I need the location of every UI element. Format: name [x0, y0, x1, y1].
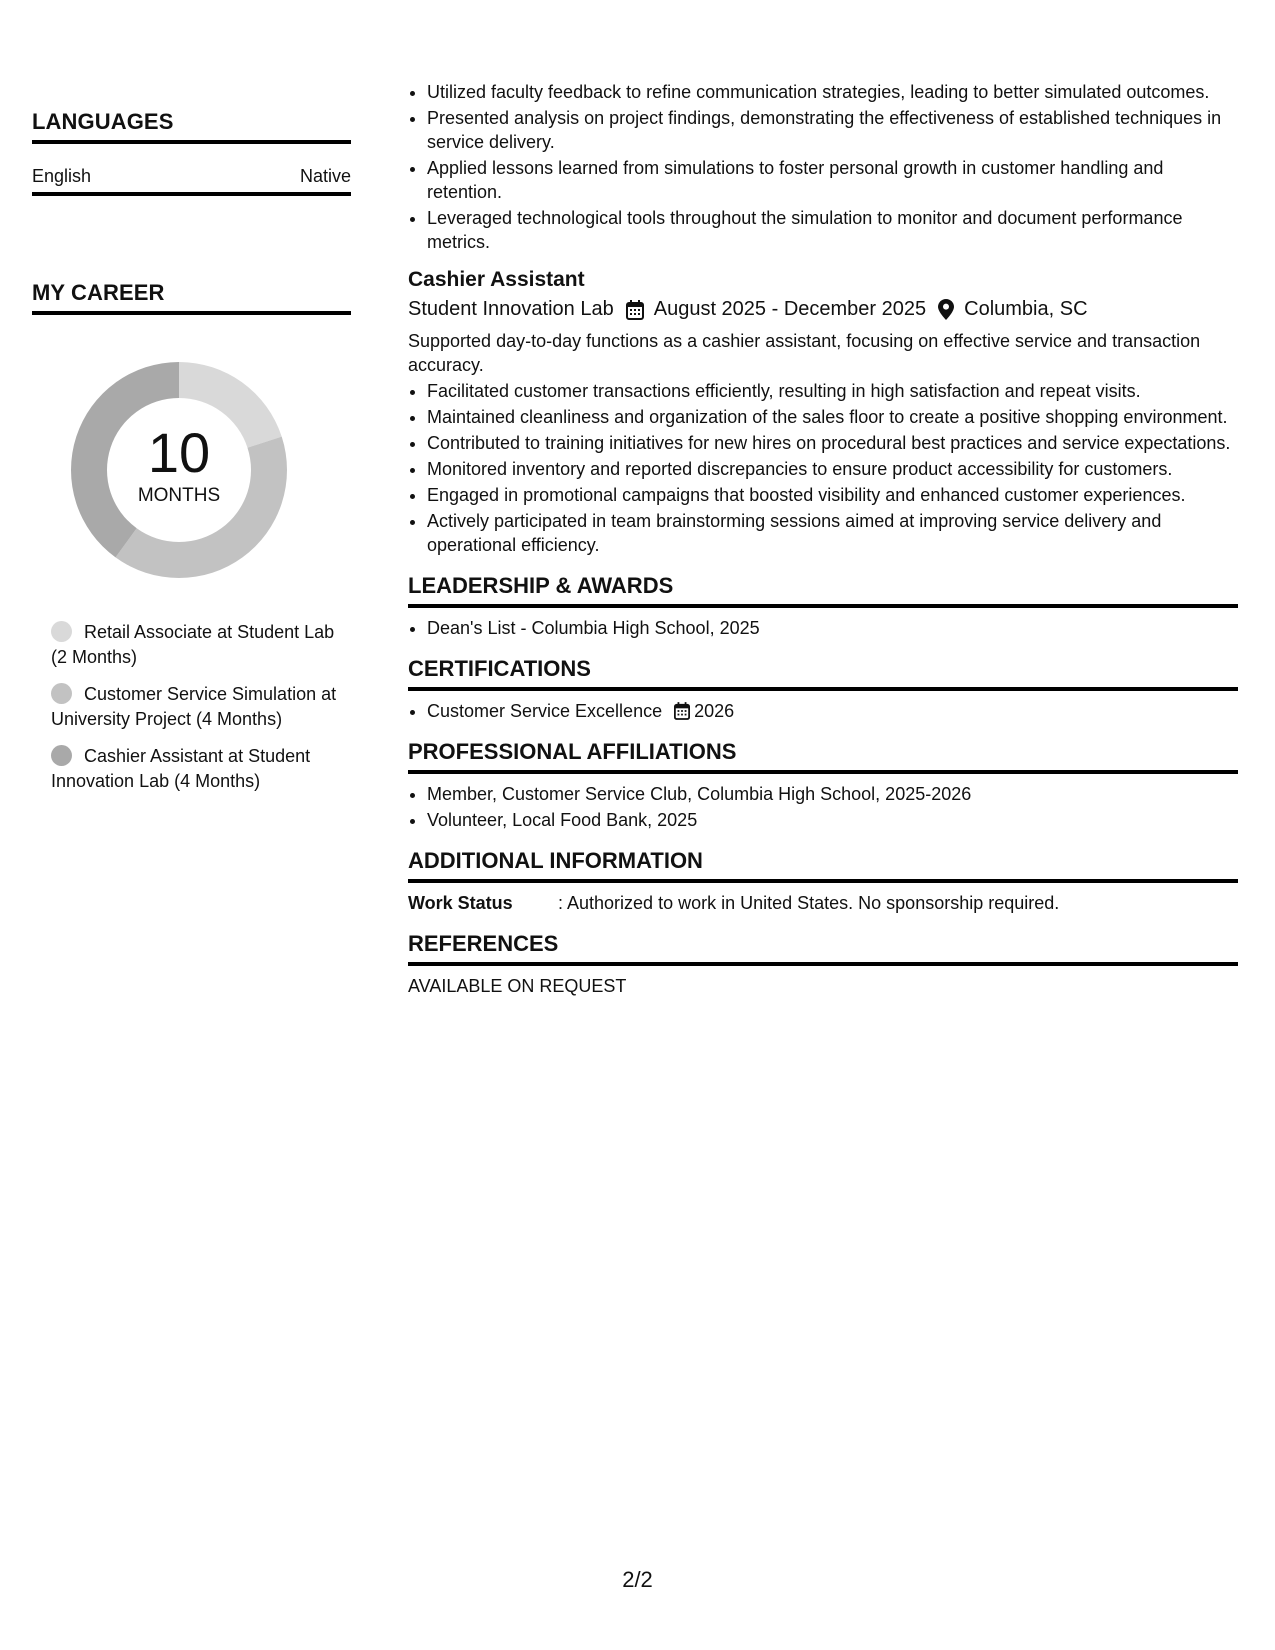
list-item: • Volunteer, Local Food Bank, 2025: [427, 808, 1238, 832]
affiliations-list: [408, 782, 1238, 832]
career-legend-label: Customer Service Simulation at University Project (4 Months): [51, 684, 337, 729]
leadership-heading: LEADERSHIP & AWARDS: [408, 573, 1238, 608]
certification-year: 2026: [694, 701, 735, 721]
certifications-list: [408, 699, 1238, 723]
list-item: • Actively participated in team brainstorming sessions aimed at improving service delivery and operational efficiency.: [427, 509, 1238, 557]
language-name: English: [32, 166, 92, 186]
career-legend-item: [51, 744, 341, 794]
career-legend-label: Retail Associate at Student Lab (2 Months): [51, 622, 335, 667]
legend-dot: [51, 621, 72, 642]
list-item: • Utilized faculty feedback to refine communication strategies, leading to better simulated outcomes.: [427, 80, 1238, 104]
leadership-list: [408, 616, 1238, 640]
career-legend-item: [51, 620, 341, 670]
calendar-icon: [626, 300, 644, 320]
work-status-row: [408, 891, 1238, 915]
job-description: Supported day-to-day functions as a cashier assistant, focusing on effective service and transaction accuracy.: [408, 331, 1201, 375]
list-item: • Member, Customer Service Club, Columbia High School, 2025-2026: [427, 782, 1238, 806]
references-text: AVAILABLE ON REQUEST: [408, 976, 627, 996]
career-legend: [51, 620, 341, 806]
job-bullets: [408, 379, 1238, 557]
list-item: • Facilitated customer transactions efficiently, resulting in high satisfaction and repeat visits.: [427, 379, 1238, 403]
work-status-label: Work Status: [408, 893, 513, 913]
list-item: • Maintained cleanliness and organization of the sales floor to create a positive shopping environment.: [427, 405, 1238, 429]
job-meta: [408, 298, 1238, 321]
references-heading: REFERENCES: [408, 931, 1238, 966]
languages-heading: LANGUAGES: [32, 109, 351, 144]
previous-job-bullets: [408, 80, 1238, 254]
career-legend-item: [51, 682, 341, 732]
job-company: Student Innovation Lab: [408, 298, 614, 320]
page-number: 2/2: [622, 1567, 653, 1592]
list-item: [427, 699, 1238, 723]
list-item: • Contributed to training initiatives for new hires on procedural best practices and service expectations.: [427, 431, 1238, 455]
right-column: [408, 80, 1238, 998]
career-heading: MY CAREER: [32, 280, 351, 315]
job-title: Cashier Assistant: [408, 268, 585, 291]
career-legend-label: Cashier Assistant at Student Innovation Lab (4 Months): [51, 746, 311, 791]
job-dates: August 2025 - December 2025: [653, 298, 927, 320]
list-item: • Dean's List - Columbia High School, 2025: [427, 616, 1238, 640]
legend-dot: [51, 683, 72, 704]
list-item: • Monitored inventory and reported discrepancies to ensure product accessibility for customers.: [427, 457, 1238, 481]
career-donut-center: [66, 357, 292, 583]
job-location: Columbia, SC: [964, 298, 1088, 320]
list-item: • Leveraged technological tools throughout the simulation to monitor and document performance metrics.: [427, 206, 1238, 254]
map-pin-icon: [938, 299, 954, 320]
list-item: • Applied lessons learned from simulations to foster personal growth in customer handling and retention.: [427, 156, 1238, 204]
career-total-unit: MONTHS: [137, 485, 221, 506]
language-level: Native: [299, 166, 351, 186]
certifications-heading: CERTIFICATIONS: [408, 656, 1238, 691]
calendar-icon: [674, 702, 690, 720]
list-item: • Engaged in promotional campaigns that boosted visibility and enhanced customer experiences.: [427, 483, 1238, 507]
additional-info-heading: ADDITIONAL INFORMATION: [408, 848, 1238, 883]
career-total-number: 10: [147, 421, 211, 484]
list-item: • Presented analysis on project findings, demonstrating the effectiveness of established techniques in service delivery.: [427, 106, 1238, 154]
affiliations-heading: PROFESSIONAL AFFILIATIONS: [408, 739, 1238, 774]
language-row: [32, 166, 351, 196]
legend-dot: [51, 745, 72, 766]
certification-name: • Customer Service Excellence: [427, 701, 663, 721]
work-status-value: : Authorized to work in United States. No sponsorship required.: [558, 893, 1060, 913]
